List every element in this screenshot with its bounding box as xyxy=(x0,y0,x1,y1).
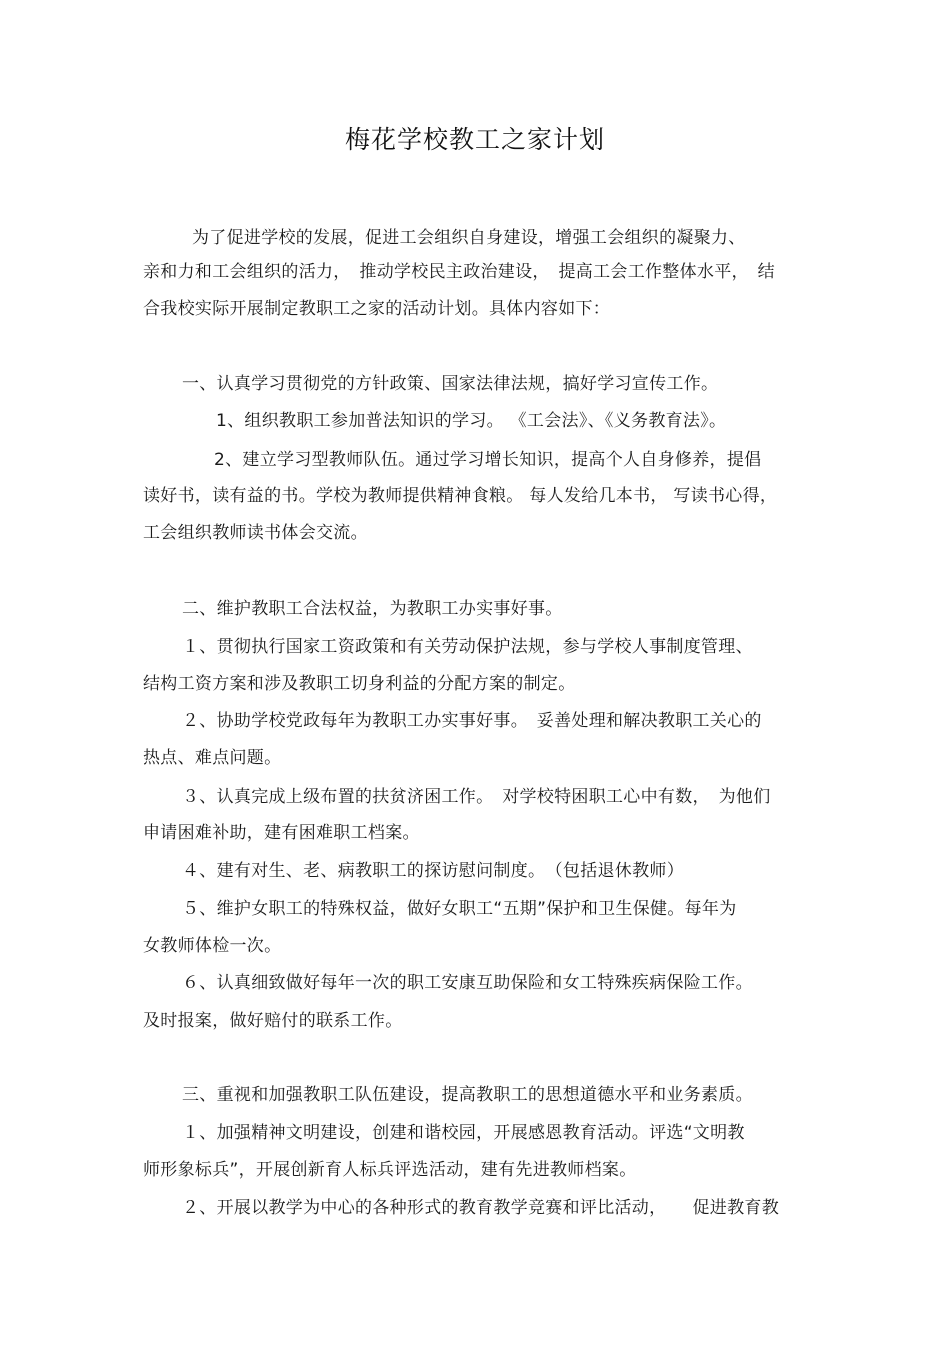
list-item-continuation: 女教师体检一次。 xyxy=(143,936,282,956)
section-heading: 三、重视和加强教职工队伍建设，提高教职工的思想道德水平和业务素质。 xyxy=(182,1085,753,1105)
list-item-continuation: 热点、难点问题。 xyxy=(143,748,282,768)
list-item: ２、协助学校党政每年为教职工办实事好事。 妥善处理和解决教职工关心的 xyxy=(182,711,762,731)
list-item: １、加强精神文明建设，创建和谐校园，开展感恩教育活动。评选“文明教 xyxy=(182,1123,745,1143)
list-item: １、贯彻执行国家工资政策和有关劳动保护法规，参与学校人事制度管理、 xyxy=(182,637,753,657)
list-item-continuation: 师形象标兵”，开展创新育人标兵评选活动，建有先进教师档案。 xyxy=(143,1160,637,1180)
list-item: ４、建有对生、老、病教职工的探访慰问制度。 （包括退休教师） xyxy=(182,861,684,881)
list-item: ３、认真完成上级布置的扶贫济困工作。 对学校特困职工心中有数， 为他们 xyxy=(182,787,771,807)
list-item: ６、认真细致做好每年一次的职工安康互助保险和女工特殊疾病保险工作。 xyxy=(182,973,753,993)
list-item: ５、维护女职工的特殊权益，做好女职工“五期”保护和卫生保健。每年为 xyxy=(182,899,737,919)
list-item: 1、组织教职工参加普法知识的学习。 《工会法》、《义务教育法》。 xyxy=(216,411,727,431)
list-item: ２、开展以教学为中心的各种形式的教育教学竞赛和评比活动， 促进教育教 xyxy=(182,1198,779,1218)
section-heading: 一、认真学习贯彻党的方针政策、国家法律法规，搞好学习宣传工作。 xyxy=(182,374,719,394)
paragraph-line: 亲和力和工会组织的活力， 推动学校民主政治建设， 提高工会工作整体水平， 结 xyxy=(143,262,775,282)
paragraph-line: 合我校实际开展制定教职工之家的活动计划。具体内容如下： xyxy=(143,299,611,319)
section-heading: 二、维护教职工合法权益，为教职工办实事好事。 xyxy=(182,599,563,619)
list-item-continuation: 申请困难补助，建有困难职工档案。 xyxy=(143,823,420,843)
list-item-continuation: 结构工资方案和涉及教职工切身利益的分配方案的制定。 xyxy=(143,674,576,694)
document-title: 梅花学校教工之家计划 xyxy=(344,125,605,154)
paragraph-line: 为了促进学校的发展，促进工会组织自身建设，增强工会组织的凝聚力、 xyxy=(192,228,746,248)
list-item-continuation: 读好书，读有益的书。学校为教师提供精神食粮。 每人发给几本书， 写读书心得， xyxy=(143,486,778,506)
list-item-continuation: 及时报案，做好赔付的联系工作。 xyxy=(143,1011,403,1031)
list-item-continuation: 工会组织教师读书体会交流。 xyxy=(143,523,368,543)
list-item: 2、建立学习型教师队伍。通过学习增长知识，提高个人自身修养，提倡 xyxy=(214,450,762,470)
